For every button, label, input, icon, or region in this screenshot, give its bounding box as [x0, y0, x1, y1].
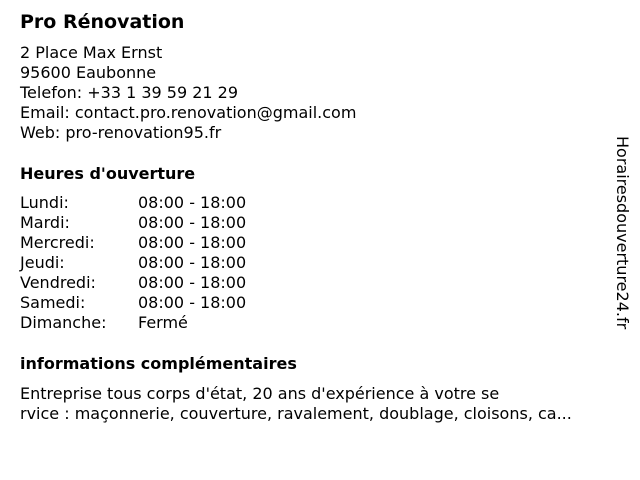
hours-row-monday	[20, 193, 280, 213]
website-text: Web: pro-renovation95.fr	[20, 123, 222, 142]
day-label: Lundi:	[20, 193, 69, 212]
address-street: 2 Place Max Ernst	[20, 43, 163, 62]
time-value: 08:00 - 18:00	[138, 193, 247, 212]
description-line: Entreprise tous corps d'état, 20 ans d'expérience à votre se	[20, 384, 500, 403]
time-value: 08:00 - 18:00	[138, 213, 247, 232]
additional-info-heading: informations complémentaires	[20, 354, 297, 373]
day-label: Mardi:	[20, 213, 70, 232]
hours-row-saturday	[20, 293, 280, 313]
hours-row-tuesday	[20, 213, 280, 233]
time-value: Fermé	[138, 313, 188, 332]
description-line: rvice : maçonnerie, couverture, ravalement, doublage, cloisons, ca...	[20, 404, 572, 423]
hours-row-sunday	[20, 313, 280, 333]
opening-hours-table	[20, 193, 280, 333]
address-city: 95600 Eaubonne	[20, 63, 157, 82]
time-value: 08:00 - 18:00	[138, 293, 247, 312]
additional-info-text	[20, 384, 572, 424]
time-value: 08:00 - 18:00	[138, 233, 247, 252]
contact-block	[20, 43, 356, 143]
day-label: Vendredi:	[20, 273, 96, 292]
day-label: Jeudi:	[20, 253, 65, 272]
phone-text: Telefon: +33 1 39 59 21 29	[20, 83, 239, 102]
time-value: 08:00 - 18:00	[138, 273, 247, 292]
email-text: Email: contact.pro.renovation@gmail.com	[20, 103, 357, 122]
site-watermark: Horairesdouverture24.fr	[613, 136, 632, 330]
business-name: Pro Rénovation	[20, 11, 185, 33]
time-value: 08:00 - 18:00	[138, 253, 247, 272]
day-label: Dimanche:	[20, 313, 107, 332]
hours-row-wednesday	[20, 233, 280, 253]
hours-row-thursday	[20, 253, 280, 273]
day-label: Mercredi:	[20, 233, 95, 252]
day-label: Samedi:	[20, 293, 86, 312]
hours-row-friday	[20, 273, 280, 293]
opening-hours-heading: Heures d'ouverture	[20, 164, 196, 183]
